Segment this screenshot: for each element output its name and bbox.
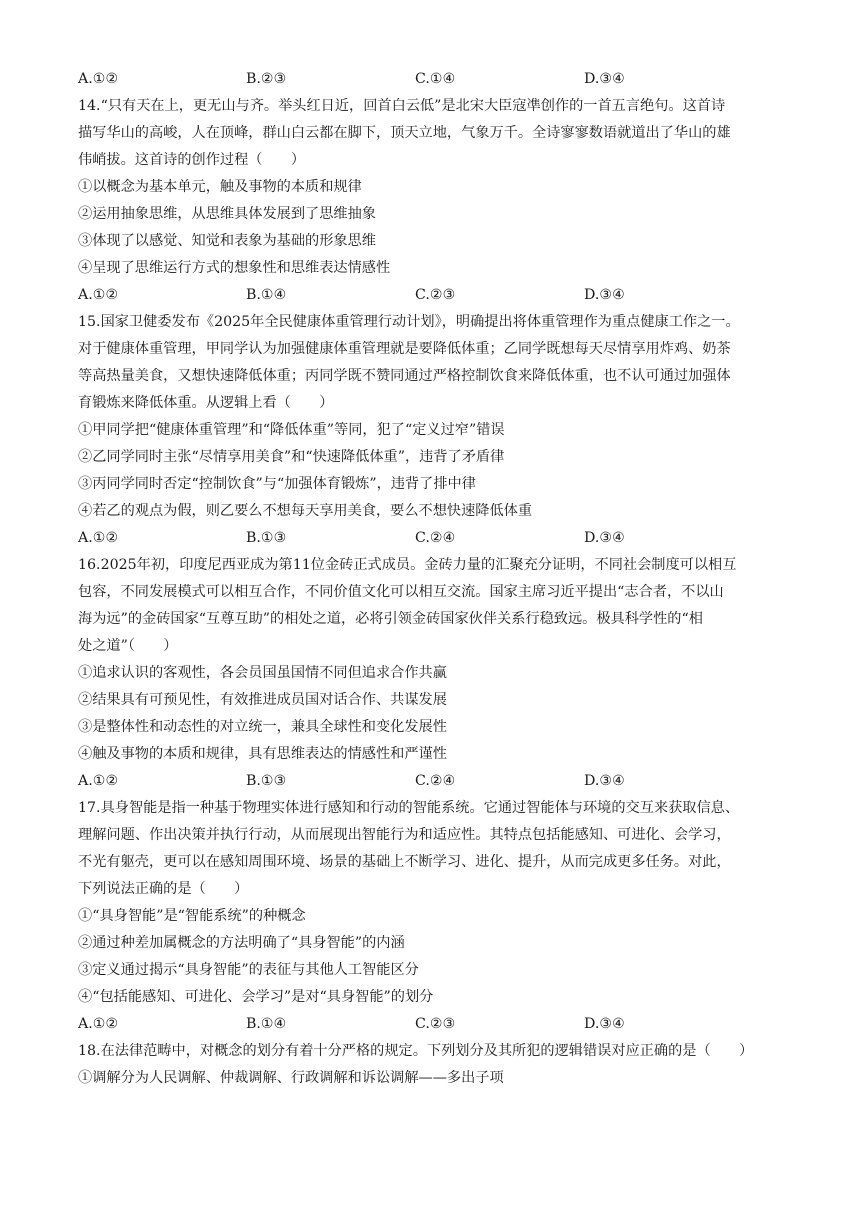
- q15-item-4: ④若乙的观点为假，则乙要么不想每天享用美食，要么不想快速降低体重: [78, 503, 533, 519]
- q17-option-c[interactable]: C.②③: [415, 1016, 456, 1032]
- q14-item-4: ④呈现了思维运行方式的想象性和思维表达情感性: [78, 260, 391, 276]
- q15-option-b[interactable]: B.①③: [246, 530, 287, 546]
- q16-option-b[interactable]: B.①③: [246, 773, 287, 789]
- q16-stem-line: 16.2025年初，印度尼西亚成为第11位金砖正式成员。金砖力量的汇聚充分证明，不同社会制度可以相互: [78, 557, 737, 573]
- q15-item-1: ①甲同学把“健康体重管理”和“降低体重”等同，犯了“定义过窄”错误: [78, 422, 505, 438]
- q15-option-d[interactable]: D.③④: [584, 530, 625, 546]
- q17-item-1: ①“具身智能”是“智能系统”的种概念: [78, 908, 306, 924]
- q13-option-c[interactable]: C.①④: [415, 71, 456, 87]
- q17-option-b[interactable]: B.①④: [246, 1016, 287, 1032]
- q16-stem-line: 包容，不同发展模式可以相互合作，不同价值文化可以相互交流。国家主席习近平提出“志合者，不以山: [78, 584, 724, 600]
- q17-stem-line: 不光有躯壳，更可以在感知周围环境、场景的基础上不断学习、进化、提升，从而完成更多任务。对此，: [78, 854, 731, 870]
- q14-item-2: ②运用抽象思维，从思维具体发展到了思维抽象: [78, 206, 376, 222]
- q14-options: [78, 282, 786, 309]
- q17-item-3: ③定义通过揭示“具身智能”的表征与其他人工智能区分: [78, 962, 419, 978]
- q15-item-3: ③丙同学同时否定“控制饮食”与“加强体育锻炼”，违背了排中律: [78, 476, 476, 492]
- q14-stem-line: 14.“只有天在上，更无山与齐。举头红日近，回首白云低”是北宋大臣寇凖创作的一首五言绝句。这首诗: [78, 98, 726, 114]
- q15-options: [78, 525, 786, 552]
- q16-item-1: ①追求认识的客观性，各会员国虽国情不同但追求合作共赢: [78, 665, 447, 681]
- q15-stem-line: 对于健康体重管理，甲同学认为加强健康体重管理就是要降低体重；乙同学既想每天尽情享用炸鸡、奶茶: [78, 341, 731, 357]
- q15-option-a[interactable]: A.①②: [78, 530, 119, 546]
- q16-stem-line: 处之道”（ ）: [78, 638, 178, 654]
- q17-item-4: ④“包括能感知、可进化、会学习”是对“具身智能”的划分: [78, 989, 434, 1005]
- question-16: [78, 552, 786, 795]
- q15-item-2: ②乙同学同时主张“尽情享用美食”和“快速降低体重”，违背了矛盾律: [78, 449, 505, 465]
- q13-option-b[interactable]: B.②③: [246, 71, 287, 87]
- q14-stem-line: 描写华山的高峻，人在顶峰，群山白云都在脚下，顶天立地，气象万千。全诗寥寥数语就道出了华山的雄: [78, 125, 731, 141]
- q16-item-3: ③是整体性和动态性的对立统一，兼具全球性和变化发展性: [78, 719, 447, 735]
- q18-stem-line: 18.在法律范畴中，对概念的划分有着十分严格的规定。下列划分及其所犯的逻辑错误对应正确的是（ ）: [78, 1043, 754, 1059]
- q18-item-1: ①调解分为人民调解、仲裁调解、行政调解和诉讼调解——多出子项: [78, 1070, 504, 1086]
- q17-stem-line: 17.具身智能是指一种基于物理实体进行感知和行动的智能系统。它通过智能体与环境的交互来获取信息、: [78, 800, 740, 816]
- q17-stem-line: 理解问题、作出决策并执行行动，从而展现出智能行为和适应性。其特点包括能感知、可进化、会学习，: [78, 827, 731, 843]
- exam-page: [78, 66, 786, 1092]
- q17-item-2: ②通过种差加属概念的方法明确了“具身智能”的内涵: [78, 935, 405, 951]
- q16-options: [78, 768, 786, 795]
- question-18: [78, 1038, 786, 1092]
- q15-option-c[interactable]: C.②④: [415, 530, 456, 546]
- q15-stem-line: 等高热量美食，又想快速降低体重；丙同学既不赞同通过严格控制饮食来降低体重，也不认可通过加强体: [78, 368, 731, 384]
- q13-options: [78, 66, 786, 93]
- q14-option-d[interactable]: D.③④: [584, 287, 625, 303]
- q15-stem-line: 15.国家卫健委发布《2025年全民健康体重管理行动计划》，明确提出将体重管理作为重点健康工作之一。: [78, 314, 740, 330]
- q14-item-1: ①以概念为基本单元，触及事物的本质和规律: [78, 179, 362, 195]
- q13-option-a[interactable]: A.①②: [78, 71, 119, 87]
- q17-options: [78, 1011, 786, 1038]
- question-14: [78, 93, 786, 309]
- q16-item-4: ④触及事物的本质和规律，具有思维表达的情感性和严谨性: [78, 746, 447, 762]
- q17-option-d[interactable]: D.③④: [584, 1016, 625, 1032]
- q14-stem-line: 伟峭拔。这首诗的创作过程（ ）: [78, 152, 306, 168]
- q16-stem-line: 海为远”的金砖国家“互尊互助”的相处之道，必将引领金砖国家伙伴关系行稳致远。极具科学性的“相: [78, 611, 703, 627]
- q17-stem-line: 下列说法正确的是（ ）: [78, 881, 249, 897]
- q16-item-2: ②结果具有可预见性，有效推进成员国对话合作、共谋发展: [78, 692, 447, 708]
- q14-item-3: ③体现了以感觉、知觉和表象为基础的形象思维: [78, 233, 376, 249]
- q14-option-b[interactable]: B.①④: [246, 287, 287, 303]
- q14-option-c[interactable]: C.②③: [415, 287, 456, 303]
- q16-option-d[interactable]: D.③④: [584, 773, 625, 789]
- q16-option-a[interactable]: A.①②: [78, 773, 119, 789]
- q17-option-a[interactable]: A.①②: [78, 1016, 119, 1032]
- q15-stem-line: 育锻炼来降低体重。从逻辑上看（ ）: [78, 395, 334, 411]
- question-17: [78, 795, 786, 1038]
- q14-option-a[interactable]: A.①②: [78, 287, 119, 303]
- q13-option-d[interactable]: D.③④: [584, 71, 625, 87]
- question-15: [78, 309, 786, 552]
- q16-option-c[interactable]: C.②④: [415, 773, 456, 789]
